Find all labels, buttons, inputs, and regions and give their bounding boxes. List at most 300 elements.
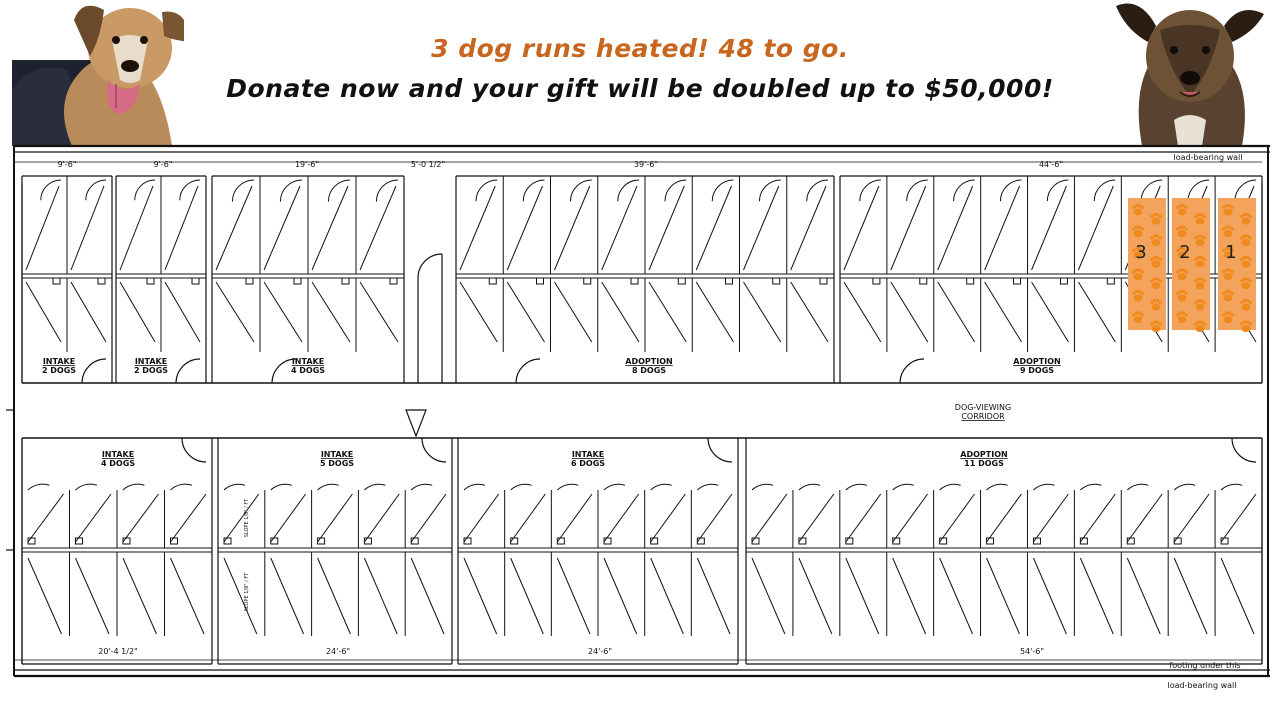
room-name: INTAKE [101, 450, 135, 459]
paw-toe [1243, 277, 1246, 280]
run-gate [893, 494, 928, 542]
run-gate [1032, 186, 1067, 270]
paw-toe [1225, 268, 1228, 271]
run-gate-swing [954, 180, 975, 201]
paw-toe [1179, 311, 1182, 314]
run-gate [464, 558, 497, 634]
run-gate [938, 186, 973, 270]
run-gate [604, 494, 639, 542]
paw-toe [1135, 268, 1138, 271]
run-gate-swing [752, 484, 773, 490]
plan-labels [42, 153, 1243, 690]
entry-door-swing [418, 254, 442, 278]
paw-pad [1224, 316, 1233, 323]
run-gate-swing [759, 180, 780, 201]
paw-toe [1159, 279, 1162, 282]
dimension-top: 44'-6" [1038, 160, 1064, 169]
run-gate [511, 494, 546, 542]
paw-toe [1141, 292, 1144, 295]
heated-run-3 [1128, 198, 1166, 332]
run-gate-swing [135, 180, 155, 200]
room-door-swing [900, 359, 924, 383]
run-drain [773, 278, 780, 284]
run-gate [312, 186, 348, 270]
room-capacity: 8 DOGS [631, 366, 667, 375]
paw-toe [1249, 215, 1252, 218]
run-gate [507, 186, 542, 270]
paw-toe [1159, 215, 1162, 218]
paw-pad [1196, 261, 1205, 268]
run-gate-swing [665, 180, 686, 201]
paw-pad [1152, 282, 1161, 289]
paw-toe [1153, 299, 1156, 302]
run-gate [123, 494, 159, 542]
paw-toe [1203, 279, 1206, 282]
run-gate [791, 282, 828, 342]
run-gate-swing [604, 484, 625, 490]
paw-toe [1135, 311, 1138, 314]
paw-toe [1203, 236, 1206, 239]
run-gate-swing [28, 484, 49, 490]
heated-runs-overlay [1128, 198, 1256, 332]
run-gate [987, 558, 1020, 634]
run-gate [171, 494, 207, 542]
run-gate [844, 186, 879, 270]
run-drain [967, 278, 974, 284]
section-marker [406, 410, 426, 436]
paw-pad [1242, 239, 1251, 246]
run-gate-swing [76, 484, 97, 490]
run-gate [224, 494, 259, 542]
run-gate [411, 494, 446, 542]
paw-pad [1242, 261, 1251, 268]
run-gate [123, 558, 157, 634]
room-capacity: 2 DOGS [133, 366, 169, 375]
run-gate-swing [511, 484, 532, 490]
run-gate-swing [224, 484, 245, 490]
run-gate [649, 282, 686, 342]
paw-pad [1178, 295, 1187, 302]
run-gate-swing [1033, 484, 1054, 490]
run-gate [76, 558, 110, 634]
run-gate [318, 558, 351, 634]
room-door-swing [516, 359, 540, 383]
paw-toe [1197, 256, 1200, 259]
run-gate-swing [712, 180, 733, 201]
run-gate-swing [1221, 484, 1242, 490]
note-footing: footing under this [1169, 661, 1241, 670]
donate-headline: Donate now and your gift will be doubled up to $50,000! [226, 74, 1054, 103]
run-gate [557, 558, 590, 634]
run-drain [1107, 278, 1114, 284]
run-gate-swing [523, 180, 544, 201]
run-gate-swing [271, 484, 292, 490]
run-gate [464, 494, 499, 542]
paw-toe [1243, 256, 1246, 259]
paw-toe [1185, 292, 1188, 295]
room-name: ADOPTION [625, 357, 673, 366]
run-gate [696, 186, 731, 270]
corridor-label-line2: CORRIDOR [961, 412, 1005, 421]
run-gate-swing [476, 180, 497, 201]
paw-pad [1242, 282, 1251, 289]
run-gate-swing [846, 484, 867, 490]
paw-pad [1152, 261, 1161, 268]
run-gate-swing [570, 180, 591, 201]
paw-toe [1197, 213, 1200, 216]
run-gate [271, 494, 306, 542]
run-gate [460, 282, 497, 342]
run-gate [1033, 494, 1068, 542]
run-gate [1127, 494, 1162, 542]
room-door-swing [422, 438, 446, 462]
paw-pad [1196, 325, 1205, 332]
paw-toe [1231, 227, 1234, 230]
paw-toe [1243, 299, 1246, 302]
dimension-top: 19'-6" [294, 160, 320, 169]
paw-toe [1153, 256, 1156, 259]
run-gate [1032, 282, 1069, 342]
slope-label: SLOPE 1/8" / FT [244, 498, 250, 538]
dimension-top: 9'-6" [153, 160, 173, 169]
run-gate [697, 558, 730, 634]
run-drain [342, 278, 349, 284]
run-drain [537, 278, 544, 284]
run-gate [985, 282, 1022, 342]
run-gate-swing [232, 180, 254, 202]
run-gate [752, 558, 785, 634]
run-gate-swing [557, 484, 578, 490]
room-capacity: 4 DOGS [100, 459, 136, 468]
dimension-bottom: 24'-6" [325, 647, 351, 656]
paw-toe [1243, 213, 1246, 216]
run-gate [511, 558, 544, 634]
run-gate-swing [364, 484, 385, 490]
run-drain [390, 278, 397, 284]
room-name: INTAKE [291, 357, 325, 366]
run-gate [604, 558, 637, 634]
run-gate [940, 558, 973, 634]
paw-toe [1153, 234, 1156, 237]
run-gate-swing [860, 180, 881, 201]
run-drain [489, 278, 496, 284]
paw-toe [1231, 206, 1234, 209]
paw-pad [1196, 239, 1205, 246]
run-gate-swing [1127, 484, 1148, 490]
paw-toe [1141, 227, 1144, 230]
run-gate-swing [280, 180, 302, 202]
room-name: INTAKE [134, 357, 168, 366]
paw-pad [1152, 325, 1161, 332]
paw-toe [1141, 270, 1144, 273]
paw-toe [1249, 279, 1252, 282]
paw-pad [1134, 230, 1143, 237]
paw-toe [1159, 258, 1162, 261]
paw-pad [1178, 230, 1187, 237]
paw-toe [1225, 290, 1228, 293]
heated-run-2 [1172, 198, 1210, 332]
run-gate [555, 282, 592, 342]
plan-walls [6, 146, 1270, 676]
run-gate [744, 282, 781, 342]
paw-toe [1197, 299, 1200, 302]
paw-pad [1196, 218, 1205, 225]
paw-toe [1243, 234, 1246, 237]
run-gate [216, 282, 254, 342]
paw-pad [1178, 273, 1187, 280]
run-gate [602, 186, 637, 270]
paw-toe [1249, 258, 1252, 261]
paw-toe [1135, 225, 1138, 228]
run-gate [264, 282, 302, 342]
room-name: ADOPTION [960, 450, 1008, 459]
run-drain [920, 278, 927, 284]
run-gate-swing [1080, 484, 1101, 490]
note-load-bearing-bottom: load-bearing wall [1167, 681, 1237, 690]
paw-toe [1249, 301, 1252, 304]
run-gate-swing [376, 180, 398, 202]
dimension-bottom: 20'-4 1/2" [98, 647, 138, 656]
paw-toe [1135, 204, 1138, 207]
paw-pad [1242, 218, 1251, 225]
heated-run-number: 2 [1179, 242, 1191, 263]
run-gate [555, 186, 590, 270]
run-gate [224, 558, 257, 634]
heated-run-1 [1218, 198, 1256, 332]
run-gate-swing [1094, 180, 1115, 201]
run-gate [364, 558, 397, 634]
paw-toe [1179, 204, 1182, 207]
run-gate [1078, 186, 1113, 270]
paw-toe [1203, 258, 1206, 261]
paw-toe [1225, 204, 1228, 207]
run-gate-swing [41, 180, 61, 200]
run-drain [873, 278, 880, 284]
room-door-swing [82, 359, 106, 383]
room-door-swing [708, 438, 732, 462]
paw-pad [1242, 304, 1251, 311]
run-gate [651, 494, 686, 542]
paw-toe [1159, 301, 1162, 304]
run-gate [318, 494, 353, 542]
run-gate-swing [651, 484, 672, 490]
paw-pad [1178, 209, 1187, 216]
paw-toe [1197, 277, 1200, 280]
run-gate-swing [180, 180, 200, 200]
room-capacity: 2 DOGS [41, 366, 77, 375]
dimension-bottom: 54'-6" [1019, 647, 1045, 656]
run-gate [557, 494, 592, 542]
room-name: INTAKE [320, 450, 354, 459]
run-gate-swing [86, 180, 106, 200]
run-gate [940, 494, 975, 542]
room-capacity: 11 DOGS [964, 459, 1004, 468]
run-gate [649, 186, 684, 270]
run-gate [697, 494, 732, 542]
paw-toe [1179, 225, 1182, 228]
run-gate-swing [171, 484, 192, 490]
paw-pad [1152, 218, 1161, 225]
dimension-bottom: 24'-6" [587, 647, 613, 656]
paw-toe [1231, 270, 1234, 273]
room-door-swing [182, 438, 206, 462]
paw-pad [1196, 304, 1205, 311]
room-capacity: 9 DOGS [1019, 366, 1055, 375]
room-capacity: 6 DOGS [570, 459, 606, 468]
run-gate [120, 186, 153, 270]
run-gate-swing [1000, 180, 1021, 201]
run-gate [696, 282, 733, 342]
paw-toe [1153, 213, 1156, 216]
run-gate [120, 282, 155, 342]
room-name: ADOPTION [1013, 357, 1061, 366]
run-gate [1221, 494, 1256, 542]
run-gate [28, 494, 64, 542]
kennel-runs [26, 176, 1256, 636]
run-gate [1078, 282, 1115, 342]
run-gate [312, 282, 350, 342]
run-gate [360, 282, 398, 342]
paw-toe [1185, 313, 1188, 316]
run-gate [985, 186, 1020, 270]
run-gate [1033, 558, 1066, 634]
paw-pad [1224, 209, 1233, 216]
paw-toe [1179, 268, 1182, 271]
run-gate-swing [411, 484, 432, 490]
run-drain [584, 278, 591, 284]
paw-toe [1225, 225, 1228, 228]
heated-run-number: 1 [1225, 242, 1237, 263]
run-gate [26, 282, 61, 342]
paw-toe [1141, 313, 1144, 316]
paw-pad [1242, 325, 1251, 332]
paw-pad [1178, 316, 1187, 323]
run-gate [651, 558, 684, 634]
run-gate-swing [1174, 484, 1195, 490]
room-door-swing [176, 359, 200, 383]
run-gate [460, 186, 495, 270]
run-gate [891, 282, 928, 342]
paw-toe [1159, 322, 1162, 325]
run-gate-swing [893, 484, 914, 490]
paw-pad [1224, 295, 1233, 302]
room-capacity: 4 DOGS [290, 366, 326, 375]
run-gate [938, 282, 975, 342]
run-gate [844, 282, 881, 342]
run-gate [1080, 494, 1115, 542]
paw-toe [1203, 215, 1206, 218]
run-gate [791, 186, 826, 270]
corridor-label-line1: DOG-VIEWING [954, 403, 1012, 412]
paw-toe [1231, 292, 1234, 295]
run-drain [53, 278, 60, 284]
run-drain [246, 278, 253, 284]
run-gate-swing [697, 484, 718, 490]
run-drain [98, 278, 105, 284]
run-gate-swing [807, 180, 828, 201]
room-name: INTAKE [42, 357, 76, 366]
run-gate [1080, 558, 1113, 634]
paw-toe [1135, 290, 1138, 293]
paw-toe [1197, 320, 1200, 323]
run-gate-swing [987, 484, 1008, 490]
run-gate-swing [618, 180, 639, 201]
room-name: INTAKE [571, 450, 605, 459]
run-gate [1127, 558, 1160, 634]
paw-toe [1225, 311, 1228, 314]
run-gate-swing [1235, 180, 1256, 201]
run-gate [893, 558, 926, 634]
run-drain [1060, 278, 1067, 284]
run-gate [360, 186, 396, 270]
paw-toe [1179, 290, 1182, 293]
slope-label: SLOPE 1/8" / FT [244, 572, 250, 612]
paw-pad [1134, 209, 1143, 216]
paw-toe [1243, 320, 1246, 323]
run-gate [891, 186, 926, 270]
run-gate [165, 186, 198, 270]
run-gate [1174, 558, 1207, 634]
run-gate-swing [123, 484, 144, 490]
paw-toe [1185, 270, 1188, 273]
dimension-top: 39'-6" [633, 160, 659, 169]
run-gate-swing [464, 484, 485, 490]
run-drain [820, 278, 827, 284]
run-gate-swing [318, 484, 339, 490]
paw-toe [1249, 322, 1252, 325]
run-gate [71, 282, 106, 342]
run-gate [76, 494, 112, 542]
paw-pad [1152, 304, 1161, 311]
paw-toe [1185, 206, 1188, 209]
dimension-top: 5'-0 1/2" [410, 160, 446, 169]
run-gate [271, 558, 304, 634]
run-gate-swing [1047, 180, 1068, 201]
paw-toe [1203, 322, 1206, 325]
run-drain [294, 278, 301, 284]
run-gate [264, 186, 300, 270]
run-drain [147, 278, 154, 284]
heated-run-number: 3 [1135, 242, 1147, 263]
run-gate [744, 186, 779, 270]
run-gate [216, 186, 252, 270]
paw-toe [1159, 236, 1162, 239]
run-drain [726, 278, 733, 284]
paw-toe [1141, 206, 1144, 209]
room-capacity: 5 DOGS [319, 459, 355, 468]
note-load-bearing-top: load-bearing wall [1173, 153, 1243, 162]
run-gate-swing [1141, 180, 1162, 201]
paw-pad [1134, 295, 1143, 302]
paw-toe [1203, 301, 1206, 304]
run-gate [507, 282, 544, 342]
run-gate [26, 186, 59, 270]
paw-toe [1231, 313, 1234, 316]
run-drain [192, 278, 199, 284]
paw-pad [1224, 273, 1233, 280]
paw-pad [1152, 239, 1161, 246]
run-gate [799, 494, 834, 542]
run-gate [364, 494, 399, 542]
run-gate [987, 494, 1022, 542]
run-gate [411, 558, 444, 634]
run-gate [1174, 494, 1209, 542]
run-gate [1221, 558, 1254, 634]
run-gate [71, 186, 104, 270]
run-drain [678, 278, 685, 284]
paw-pad [1196, 282, 1205, 289]
run-gate [846, 558, 879, 634]
